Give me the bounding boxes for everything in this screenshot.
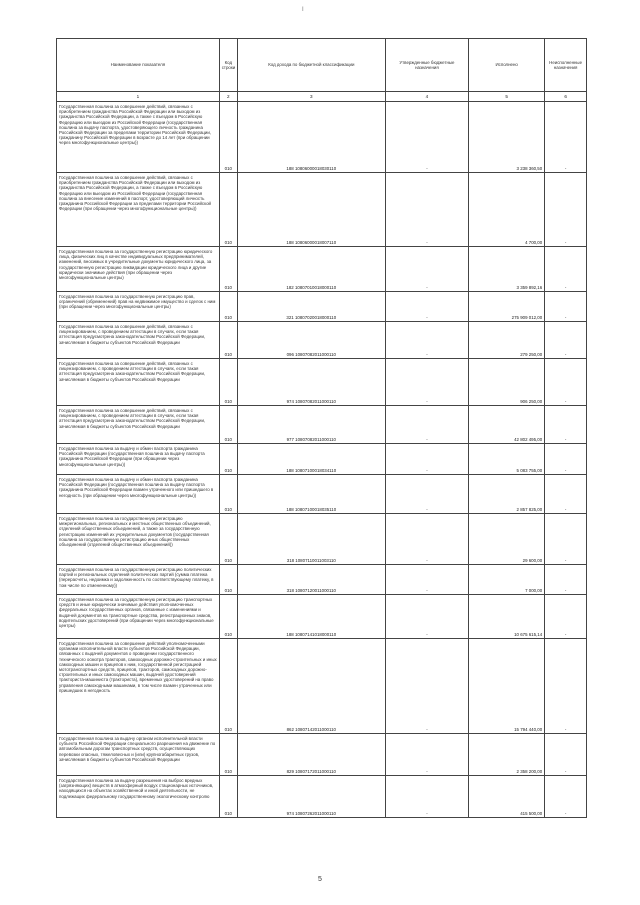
table-row bbox=[57, 173, 587, 247]
row-executed: 3 359 892,16 bbox=[469, 247, 545, 292]
report-table bbox=[56, 38, 587, 818]
row-kbk: 974 10807262011000110 bbox=[237, 776, 385, 818]
row-not-executed: - bbox=[545, 173, 587, 247]
row-kbk: 318 10807120011000110 bbox=[237, 565, 385, 595]
row-name: Государственная пошлина за государственную регистрацию транспортных средств и иные юридически значимые действия уполномоченных федеральных государственных органов, связанные с изменениями и выдачей документов на транспортные средства, регистрационных знаков, водительских удостоверений (при обращении через многофункциональные центры) bbox=[57, 595, 220, 639]
row-approved: - bbox=[385, 514, 469, 565]
row-code: 010 bbox=[219, 102, 237, 173]
row-not-executed: - bbox=[545, 776, 587, 818]
col-number: 4 bbox=[385, 92, 469, 102]
row-executed: 10 675 615,14 bbox=[469, 595, 545, 639]
page-number: 5 bbox=[318, 876, 322, 883]
row-approved: - bbox=[385, 102, 469, 173]
row-code: 010 bbox=[219, 776, 237, 818]
row-approved: - bbox=[385, 359, 469, 406]
row-executed: 7 000,00 bbox=[469, 565, 545, 595]
row-approved: - bbox=[385, 734, 469, 776]
table-row bbox=[57, 734, 587, 776]
header-row bbox=[57, 39, 587, 92]
row-name: Государственная пошлина за совершение действий, связанных с лицензированием, с проведением аттестации в случаях, если такая аттестация предусмотрена законодательством Российской Федерации, зачисляемая в бюджеты субъектов Российской Федерации bbox=[57, 359, 220, 406]
row-name: Государственная пошлина за совершение действий, связанных с приобретением гражданства Российской Федерации или выходом из гражданства Российской Федерации, а также с въездом в Российскую Федерацию или выездом из Российской Федерации (государственная пошлина за внесение изменений в паспорт, удостоверяющий личность гражданина Российской Федерации за пределами территории Российской Федерации (при обращении через многофункциональные центры)) bbox=[57, 173, 220, 247]
row-executed: 415 500,00 bbox=[469, 776, 545, 818]
table-row bbox=[57, 776, 587, 818]
top-mark: I bbox=[302, 7, 304, 13]
row-executed: 4 700,00 bbox=[469, 173, 545, 247]
table-row bbox=[57, 406, 587, 444]
header-not-executed: Неисполненные назначения bbox=[545, 39, 587, 92]
row-kbk: 829 10807172011000110 bbox=[237, 734, 385, 776]
row-not-executed: - bbox=[545, 639, 587, 734]
row-executed: 15 794 440,00 bbox=[469, 639, 545, 734]
row-approved: - bbox=[385, 565, 469, 595]
table-row bbox=[57, 247, 587, 292]
row-name: Государственная пошлина за выдачу разрешения на выброс вредных (загрязняющих) веществ в атмосферный воздух стационарных источников, находящихся на объектах хозяйственной и иной деятельности, не подлежащих федеральному государственному экологическому контролю bbox=[57, 776, 220, 818]
row-not-executed: - bbox=[545, 102, 587, 173]
row-approved: - bbox=[385, 173, 469, 247]
table-row bbox=[57, 639, 587, 734]
row-approved: - bbox=[385, 639, 469, 734]
col-number: 2 bbox=[219, 92, 237, 102]
row-code: 010 bbox=[219, 565, 237, 595]
row-code: 010 bbox=[219, 595, 237, 639]
row-not-executed: - bbox=[545, 247, 587, 292]
row-code: 010 bbox=[219, 514, 237, 565]
row-kbk: 188 10807141018000110 bbox=[237, 595, 385, 639]
row-code: 010 bbox=[219, 734, 237, 776]
row-name: Государственная пошлина за государственную регистрацию политических партий и региональных отделений политических партий (сумма платежа (перерасчеты, недоимка и задолженность по соответствующему платежу, в том числе по отмененному)) bbox=[57, 565, 220, 595]
row-code: 010 bbox=[219, 639, 237, 734]
header-name: Наименование показателя bbox=[57, 39, 220, 92]
row-executed: 2 358 200,00 bbox=[469, 734, 545, 776]
row-kbk: 862 10807142011000110 bbox=[237, 639, 385, 734]
row-name: Государственная пошлина за выдачу и обмен паспорта гражданина Российской Федерации (государственная пошлина за выдачу паспорта гражданина Российской Федерации (при обращении через многофункциональные центры)) bbox=[57, 444, 220, 475]
row-approved: - bbox=[385, 247, 469, 292]
row-kbk: 096 10807082011000110 bbox=[237, 322, 385, 359]
row-not-executed: - bbox=[545, 514, 587, 565]
header-code: Код строки bbox=[219, 39, 237, 92]
row-kbk: 974 10807082011000110 bbox=[237, 359, 385, 406]
col-number: 5 bbox=[469, 92, 545, 102]
header-approved: Утвержденные бюджетные назначения bbox=[385, 39, 469, 92]
row-name: Государственная пошлина за государственную регистрацию прав, ограничений (обременений) прав на недвижимое имущество и сделок с ним (при обращении через многофункциональные центры) bbox=[57, 292, 220, 322]
table-row bbox=[57, 514, 587, 565]
row-not-executed: - bbox=[545, 565, 587, 595]
row-not-executed: - bbox=[545, 406, 587, 444]
row-code: 010 bbox=[219, 406, 237, 444]
row-not-executed: - bbox=[545, 475, 587, 514]
row-not-executed: - bbox=[545, 595, 587, 639]
row-code: 010 bbox=[219, 475, 237, 514]
row-kbk: 318 10807110011003110 bbox=[237, 514, 385, 565]
row-approved: - bbox=[385, 406, 469, 444]
table-row bbox=[57, 595, 587, 639]
row-name: Государственная пошлина за государственную регистрацию юридического лица, физических лиц в качестве индивидуальных предпринимателей, изменений, вносимых в учредительные документы юридического лица, за государственную регистрацию ликвидации юридического лица и другие юридически значимые действия (при обращении через многофункциональные центры) bbox=[57, 247, 220, 292]
row-executed: 279 250,00 bbox=[469, 322, 545, 359]
row-not-executed: - bbox=[545, 322, 587, 359]
table-row bbox=[57, 359, 587, 406]
row-approved: - bbox=[385, 475, 469, 514]
row-name: Государственная пошлина за совершение действий, связанных с лицензированием, с проведением аттестации в случаях, если такая аттестация предусмотрена законодательством Российской Федерации, зачисляемая в бюджеты субъектов Российской Федерации bbox=[57, 406, 220, 444]
row-approved: - bbox=[385, 322, 469, 359]
row-executed: 5 083 755,00 bbox=[469, 444, 545, 475]
row-code: 010 bbox=[219, 444, 237, 475]
row-name: Государственная пошлина за выдачу и обмен паспорта гражданина Российской Федерации (государственная пошлина за выдачу паспорта гражданина Российской Федерации взамен утраченного или пришедшего в негодность (при обращении через многофункциональные центры)) bbox=[57, 475, 220, 514]
header-executed: Исполнено bbox=[469, 39, 545, 92]
row-executed: 42 802 495,00 bbox=[469, 406, 545, 444]
table-row bbox=[57, 322, 587, 359]
row-code: 010 bbox=[219, 173, 237, 247]
row-name: Государственная пошлина за совершение действий, связанных с лицензированием, с проведением аттестации в случаях, если такая аттестация предусмотрена законодательством Российской Федерации, зачисляемая в бюджеты субъектов Российской Федерации bbox=[57, 322, 220, 359]
row-kbk: 977 10807082011000110 bbox=[237, 406, 385, 444]
header-kbk: Код дохода по бюджетной классификации bbox=[237, 39, 385, 92]
row-executed: 275 909 012,00 bbox=[469, 292, 545, 322]
row-code: 010 bbox=[219, 247, 237, 292]
row-kbk: 188 10806000018007110 bbox=[237, 173, 385, 247]
row-kbk: 188 10807100018034110 bbox=[237, 444, 385, 475]
table-row bbox=[57, 565, 587, 595]
table-row bbox=[57, 292, 587, 322]
row-code: 010 bbox=[219, 359, 237, 406]
row-not-executed: - bbox=[545, 359, 587, 406]
col-number: 6 bbox=[545, 92, 587, 102]
row-not-executed: - bbox=[545, 292, 587, 322]
row-executed: 29 600,00 bbox=[469, 514, 545, 565]
row-code: 010 bbox=[219, 292, 237, 322]
col-number: 1 bbox=[57, 92, 220, 102]
row-not-executed: - bbox=[545, 734, 587, 776]
row-executed: 3 238 360,50 bbox=[469, 102, 545, 173]
row-not-executed: - bbox=[545, 444, 587, 475]
row-approved: - bbox=[385, 595, 469, 639]
row-kbk: 188 10807100018035110 bbox=[237, 475, 385, 514]
column-number-row bbox=[57, 92, 587, 102]
row-code: 010 bbox=[219, 322, 237, 359]
row-kbk: 188 10806000018030110 bbox=[237, 102, 385, 173]
table-row bbox=[57, 102, 587, 173]
row-kbk: 321 10807020018000110 bbox=[237, 292, 385, 322]
table-row bbox=[57, 475, 587, 514]
row-kbk: 182 10807010018000110 bbox=[237, 247, 385, 292]
table-row bbox=[57, 444, 587, 475]
row-approved: - bbox=[385, 776, 469, 818]
row-name: Государственная пошлина за совершение действий, связанных с приобретением гражданства Российской Федерации или выходом из гражданства Российской Федерации, а также с въездом в Российскую Федерацию или выездом из Российской Федерации (государственная пошлина за выдачу паспорта, удостоверяющего личность гражданина Российской Федерации за пределами территории Российской Федерации, гражданину Российской Федерации в возрасте до 14 лет (при обращении через многофункциональные центры)) bbox=[57, 102, 220, 173]
row-approved: - bbox=[385, 444, 469, 475]
row-name: Государственная пошлина за совершение действий уполномоченными органами исполнительной власти субъектов Российской Федерации, связанных с выдачей документов о проведении государственного технического осмотра тракторов, самоходных дорожно-строительных и иных самоходных машин и прицепов к ним, государственной регистрацией мототранспортных средств, прицепов, тракторов, самоходных дорожно-строительных и иных самоходных машин, выдачей удостоверений тракториста-машиниста (тракториста), временных удостоверений на право управления самоходными машинами, в том числе взамен утраченных или пришедших в негодность bbox=[57, 639, 220, 734]
row-approved: - bbox=[385, 292, 469, 322]
row-name: Государственная пошлина за выдачу органом исполнительной власти субъекта Российской Федерации специального разрешения на движение по автомобильным дорогам транспортных средств, осуществляющих перевозки опасных, тяжеловесных и (или) крупногабаритных грузов, зачисляемая в бюджеты субъектов Российской Федерации bbox=[57, 734, 220, 776]
row-executed: 906 250,00 bbox=[469, 359, 545, 406]
col-number: 3 bbox=[237, 92, 385, 102]
row-name: Государственная пошлина за государственную регистрацию межрегиональных, региональных и местных общественных объединений, отделений общественных объединений, а также за государственную регистрацию изменений их учредительных документов (государственная пошлина за государственную регистрацию иных общественных объединений (отделений общественных объединений)) bbox=[57, 514, 220, 565]
row-executed: 2 857 825,00 bbox=[469, 475, 545, 514]
